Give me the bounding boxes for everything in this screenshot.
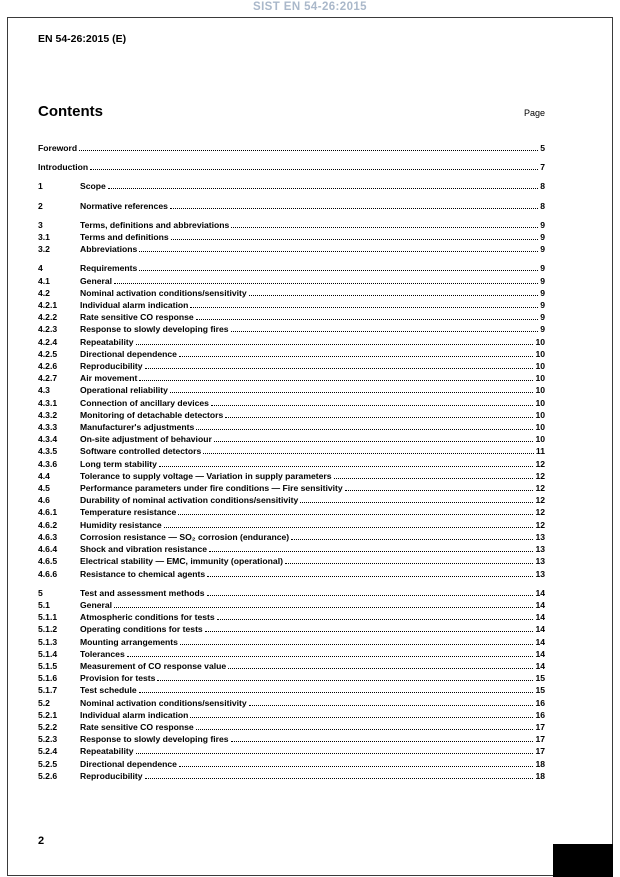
toc-entry-number: 5.1.2 xyxy=(38,624,58,635)
toc-entry-number: 4.2.6 xyxy=(38,361,58,372)
toc-leader-dots xyxy=(190,306,538,308)
toc-entry-title: Test schedule xyxy=(80,685,137,696)
toc-entry xyxy=(38,672,545,684)
toc-entry-number: 4.3.3 xyxy=(38,422,58,433)
toc-entry-number: 4.6.6 xyxy=(38,568,58,579)
toc-entry-number: 5.1.5 xyxy=(38,660,58,671)
contents-title: Contents xyxy=(38,103,103,120)
toc-entry-number: 4.6.2 xyxy=(38,519,58,530)
toc-entry-title: Nominal activation conditions/sensitivity xyxy=(80,287,247,298)
toc-entry-title: Terms and definitions xyxy=(80,232,169,243)
toc-entry-page: 10 xyxy=(535,434,545,445)
toc-leader-dots xyxy=(180,643,534,645)
toc-entry-number: 1 xyxy=(38,181,43,192)
toc-entry xyxy=(38,543,545,555)
toc-entry-number: 4.3.4 xyxy=(38,434,58,445)
toc-entry-number: 3.2 xyxy=(38,244,50,255)
toc-entry-title: Directional dependence xyxy=(80,758,177,769)
toc-entry xyxy=(38,433,545,445)
toc-entry-page: 8 xyxy=(540,181,545,192)
toc-entry-page: 9 xyxy=(540,244,545,255)
toc-entry xyxy=(38,758,545,770)
toc-entry-number: 5.1.6 xyxy=(38,673,58,684)
toc-entry-title: Resistance to chemical agents xyxy=(80,568,206,579)
toc-entry-number: 5.2.3 xyxy=(38,734,58,745)
toc-entry-page: 14 xyxy=(535,587,545,598)
toc-entry xyxy=(38,733,545,745)
toc-entry-number: 4.3.6 xyxy=(38,458,58,469)
toc-entry-page: 10 xyxy=(535,336,545,347)
toc-entry xyxy=(38,458,545,470)
toc-entry-number: 4.6.3 xyxy=(38,531,58,542)
toc-entry-number: 4.4 xyxy=(38,470,50,481)
toc-entry-title: Individual alarm indication xyxy=(80,709,189,720)
toc-entry-number: 2 xyxy=(38,200,43,211)
toc-entry-number: 4.6.1 xyxy=(38,507,58,518)
toc-entry-title: Foreword xyxy=(38,143,78,153)
toc-leader-dots xyxy=(228,667,533,669)
toc-entry-page: 9 xyxy=(540,263,545,274)
toc-section xyxy=(38,262,545,579)
toc-entry-page: 13 xyxy=(535,556,545,567)
toc-leader-dots xyxy=(136,752,534,754)
toc-entry-number: 3 xyxy=(38,219,43,230)
toc-leader-dots xyxy=(108,187,538,189)
toc-entry xyxy=(38,660,545,672)
contents-header xyxy=(38,103,545,120)
toc-entry-page: 14 xyxy=(535,612,545,623)
toc-leader-dots xyxy=(225,416,533,418)
toc-entry-number: 4.2.1 xyxy=(38,300,58,311)
toc-leader-dots xyxy=(139,250,538,252)
toc-entry-number: 5.1 xyxy=(38,599,50,610)
toc-leader-dots xyxy=(214,440,534,442)
toc-entry xyxy=(38,709,545,721)
watermark: SIST EN 54-26:2015 xyxy=(253,1,367,13)
toc-entry xyxy=(38,611,545,623)
toc-entry-number: 4.3.2 xyxy=(38,409,58,420)
toc-entry-title: Introduction xyxy=(38,162,89,173)
toc-entry-title: Normative references xyxy=(80,200,168,211)
toc-entry-page: 13 xyxy=(535,568,545,579)
toc-entry-number: 5.2.2 xyxy=(38,721,58,732)
toc-section xyxy=(38,161,545,173)
toc-entry xyxy=(38,360,545,372)
toc-entry xyxy=(38,384,545,396)
toc-entry-title: Operational reliability xyxy=(80,385,168,396)
toc-entry-page: 12 xyxy=(535,495,545,506)
toc-leader-dots xyxy=(179,355,533,357)
toc-entry xyxy=(38,231,545,243)
toc-entry-page: 10 xyxy=(535,373,545,384)
toc-leader-dots xyxy=(231,740,534,742)
toc-entry-page: 10 xyxy=(535,385,545,396)
toc-leader-dots xyxy=(209,550,533,552)
toc-entry xyxy=(38,470,545,482)
toc-entry xyxy=(38,243,545,255)
toc-entry-page: 10 xyxy=(535,348,545,359)
toc-entry-number: 4 xyxy=(38,263,43,274)
toc-entry-page: 13 xyxy=(535,544,545,555)
toc-entry-page: 17 xyxy=(535,734,545,745)
toc-entry xyxy=(38,531,545,543)
toc-entry-number: 5 xyxy=(38,587,43,598)
toc-entry-title: Atmospheric conditions for tests xyxy=(80,612,215,623)
toc-entry-page: 14 xyxy=(535,636,545,647)
toc-leader-dots xyxy=(139,269,538,271)
toc-section xyxy=(38,219,545,256)
toc-entry-page: 12 xyxy=(535,458,545,469)
toc-leader-dots xyxy=(211,404,533,406)
toc-entry-number: 5.2.1 xyxy=(38,709,58,720)
toc-entry xyxy=(38,555,545,567)
toc-entry-page: 11 xyxy=(535,446,545,457)
toc-entry xyxy=(38,180,545,192)
toc-leader-dots xyxy=(145,367,534,369)
toc-entry-number: 4.2.4 xyxy=(38,336,58,347)
toc-entry-number: 4.3.1 xyxy=(38,397,58,408)
toc-leader-dots xyxy=(157,679,533,681)
toc-entry-page: 12 xyxy=(535,519,545,530)
toc-entry xyxy=(38,494,545,506)
toc-entry-page: 14 xyxy=(535,599,545,610)
toc-entry-page: 10 xyxy=(535,422,545,433)
toc-entry-number: 5.2.5 xyxy=(38,758,58,769)
toc-entry-page: 14 xyxy=(535,624,545,635)
toc-section xyxy=(38,180,545,192)
toc-leader-dots xyxy=(249,704,534,706)
toc-entry-title: Tolerances xyxy=(80,648,125,659)
toc-entry-number: 5.1.7 xyxy=(38,685,58,696)
toc-leader-dots xyxy=(203,452,534,454)
toc-entry xyxy=(38,275,545,287)
toc-entry-title: Repeatability xyxy=(80,746,134,757)
footer-page-number: 2 xyxy=(38,835,45,847)
toc-leader-dots xyxy=(207,594,534,596)
toc-entry-page: 9 xyxy=(540,287,545,298)
toc-entry-page: 13 xyxy=(535,531,545,542)
toc-entry-page: 8 xyxy=(540,200,545,211)
toc-entry xyxy=(38,397,545,409)
toc-entry-title: Abbreviations xyxy=(80,244,138,255)
toc-entry-page: 16 xyxy=(535,697,545,708)
toc-leader-dots xyxy=(285,562,533,564)
toc-entry-number: 5.2.4 xyxy=(38,746,58,757)
toc-entry xyxy=(38,568,545,580)
toc-entry-title: Durability of nominal activation conditions/sensitivity xyxy=(80,495,299,506)
toc-entry-title: Humidity resistance xyxy=(80,519,162,530)
toc-section xyxy=(38,200,545,212)
toc-entry xyxy=(38,519,545,531)
toc-entry-number: 4.3 xyxy=(38,385,50,396)
toc-leader-dots xyxy=(139,691,534,693)
toc-entry-page: 14 xyxy=(535,660,545,671)
toc-entry xyxy=(38,161,545,173)
toc-leader-dots xyxy=(79,149,538,151)
toc-leader-dots xyxy=(170,391,534,393)
toc-entry-page: 10 xyxy=(535,397,545,408)
toc-entry-title: Software controlled detectors xyxy=(80,446,202,457)
toc-entry-number: 4.3.5 xyxy=(38,446,58,457)
toc-entry-title: Rate sensitive CO response xyxy=(80,312,194,323)
toc-entry-number: 4.2.5 xyxy=(38,348,58,359)
toc-section xyxy=(38,142,545,154)
toc-entry-page: 16 xyxy=(535,709,545,720)
toc-entry xyxy=(38,587,545,599)
toc-entry xyxy=(38,142,545,154)
toc-entry-title: Operating conditions for tests xyxy=(80,624,203,635)
toc-entry-number: 4.1 xyxy=(38,275,50,286)
toc-entry-page: 17 xyxy=(535,746,545,757)
toc-entry-number: 4.6.4 xyxy=(38,544,58,555)
toc-entry-title: Nominal activation conditions/sensitivity xyxy=(80,697,247,708)
toc-entry-title: Scope xyxy=(80,181,106,192)
toc-entry-title: Manufacturer's adjustments xyxy=(80,422,195,433)
toc-entry-title: Long term stability xyxy=(80,458,157,469)
toc-entry-title: Reproducibility xyxy=(80,361,143,372)
toc-leader-dots xyxy=(90,168,538,170)
toc-entry-number: 5.1.1 xyxy=(38,612,58,623)
toc-entry-title: Rate sensitive CO response xyxy=(80,721,194,732)
toc-entry-title: General xyxy=(80,275,113,286)
toc-entry xyxy=(38,697,545,709)
toc-entry-title: Directional dependence xyxy=(80,348,177,359)
toc-leader-dots xyxy=(170,207,538,209)
toc-entry xyxy=(38,623,545,635)
toc-leader-dots xyxy=(231,226,538,228)
toc-entry-number: 5.1.4 xyxy=(38,648,58,659)
toc-entry xyxy=(38,323,545,335)
toc-entry xyxy=(38,599,545,611)
toc-entry-title: Performance parameters under fire conditions — Fire sensitivity xyxy=(80,483,343,494)
toc-entry xyxy=(38,445,545,457)
toc-entry-title: Test and assessment methods xyxy=(80,587,205,598)
toc-entry xyxy=(38,421,545,433)
toc-entry-title: Air movement xyxy=(80,373,138,384)
toc-leader-dots xyxy=(345,489,534,491)
toc-entry-title: Response to slowly developing fires xyxy=(80,734,229,745)
toc-leader-dots xyxy=(178,513,533,515)
toc-entry-page: 10 xyxy=(535,409,545,420)
toc-leader-dots xyxy=(217,618,534,620)
toc-entry-page: 15 xyxy=(535,685,545,696)
toc-entry xyxy=(38,721,545,733)
toc-entry xyxy=(38,409,545,421)
toc-entry-number: 4.2.7 xyxy=(38,373,58,384)
toc-entry-page: 9 xyxy=(540,312,545,323)
toc-entry-number: 4.2.2 xyxy=(38,312,58,323)
toc-entry xyxy=(38,684,545,696)
toc-entry-title: General xyxy=(80,599,113,610)
toc-entry-title: Connection of ancillary devices xyxy=(80,397,209,408)
toc-entry-page: 14 xyxy=(535,648,545,659)
toc-leader-dots xyxy=(171,238,539,240)
toc-leader-dots xyxy=(179,765,533,767)
toc-entry-number: 4.6.5 xyxy=(38,556,58,567)
toc-entry xyxy=(38,311,545,323)
redaction-black-box xyxy=(553,844,613,877)
toc-leader-dots xyxy=(127,655,534,657)
toc-entry-number: 5.2.6 xyxy=(38,770,58,781)
toc-leader-dots xyxy=(249,294,539,296)
toc-entry-title: On-site adjustment of behaviour xyxy=(80,434,212,445)
toc-leader-dots xyxy=(207,575,533,577)
toc-entry xyxy=(38,299,545,311)
toc-entry xyxy=(38,636,545,648)
toc-entry-title: Shock and vibration resistance xyxy=(80,544,208,555)
document-reference: EN 54-26:2015 (E) xyxy=(38,33,127,45)
toc-entry-title: Requirements xyxy=(80,263,138,274)
toc-entry-page: 9 xyxy=(540,232,545,243)
toc-entry-title: Reproducibility xyxy=(80,770,143,781)
toc-leader-dots xyxy=(196,318,539,320)
toc-entry-page: 17 xyxy=(535,721,545,732)
toc-leader-dots xyxy=(136,343,534,345)
toc-entry-title: Corrosion resistance — SO₂ corrosion (endurance) xyxy=(80,531,290,542)
toc-entry-page: 7 xyxy=(540,162,545,173)
toc-leader-dots xyxy=(114,606,533,608)
toc-entry-page: 9 xyxy=(540,275,545,286)
toc-entry-number: 4.2.3 xyxy=(38,324,58,335)
toc-leader-dots xyxy=(114,282,538,284)
toc-entry xyxy=(38,219,545,231)
toc-entry-page: 10 xyxy=(535,361,545,372)
toc-entry-number: 3.1 xyxy=(38,232,50,243)
toc-entry-title: Monitoring of detachable detectors xyxy=(80,409,224,420)
toc-entry-page: 15 xyxy=(535,673,545,684)
toc-entry-page: 9 xyxy=(540,219,545,230)
toc-entry-title: Terms, definitions and abbreviations xyxy=(80,219,230,230)
toc-entry-number: 5.1.3 xyxy=(38,636,58,647)
toc-leader-dots xyxy=(205,630,534,632)
toc-entry-page: 18 xyxy=(535,758,545,769)
toc-entry-page: 12 xyxy=(535,507,545,518)
toc-entry-number: 4.2 xyxy=(38,287,50,298)
toc-entry xyxy=(38,200,545,212)
toc-leader-dots xyxy=(334,477,534,479)
toc-leader-dots xyxy=(291,538,533,540)
toc-entry xyxy=(38,262,545,274)
toc-entry-number: 4.6 xyxy=(38,495,50,506)
toc-entry-page: 18 xyxy=(535,770,545,781)
toc-entry xyxy=(38,336,545,348)
toc-leader-dots xyxy=(139,379,533,381)
toc-section xyxy=(38,587,545,782)
toc-leader-dots xyxy=(164,526,534,528)
toc-entry xyxy=(38,770,545,782)
toc-entry-title: Electrical stability — EMC, immunity (operational) xyxy=(80,556,283,567)
toc-leader-dots xyxy=(196,728,534,730)
toc-entry-title: Mounting arrangements xyxy=(80,636,178,647)
toc-entry-page: 12 xyxy=(535,483,545,494)
toc-entry-page: 5 xyxy=(540,143,545,153)
toc-entry xyxy=(38,482,545,494)
toc-entry xyxy=(38,372,545,384)
toc-entry xyxy=(38,348,545,360)
toc-leader-dots xyxy=(231,330,539,332)
toc-leader-dots xyxy=(300,501,533,503)
toc-entry-title: Individual alarm indication xyxy=(80,300,189,311)
toc-entry-title: Repeatability xyxy=(80,336,134,347)
page-column-label: Page xyxy=(523,108,545,118)
toc-leader-dots xyxy=(145,777,534,779)
toc-entry-title: Tolerance to supply voltage — Variation in supply parameters xyxy=(80,470,332,481)
toc-entry-number: 5.2 xyxy=(38,697,50,708)
toc-leader-dots xyxy=(196,428,533,430)
toc-entry-page: 9 xyxy=(540,324,545,335)
toc-entry-page: 12 xyxy=(535,470,545,481)
toc-leader-dots xyxy=(190,716,533,718)
toc-entry-title: Provision for tests xyxy=(80,673,156,684)
toc-entry xyxy=(38,287,545,299)
toc-entry xyxy=(38,506,545,518)
toc-list xyxy=(38,142,545,789)
toc-entry-page: 9 xyxy=(540,300,545,311)
toc-leader-dots xyxy=(159,465,534,467)
toc-entry-title: Measurement of CO response value xyxy=(80,660,227,671)
toc-entry-title: Response to slowly developing fires xyxy=(80,324,229,335)
toc-entry-title: Temperature resistance xyxy=(80,507,177,518)
toc-entry-number: 4.5 xyxy=(38,483,50,494)
toc-entry xyxy=(38,648,545,660)
toc-entry xyxy=(38,745,545,757)
